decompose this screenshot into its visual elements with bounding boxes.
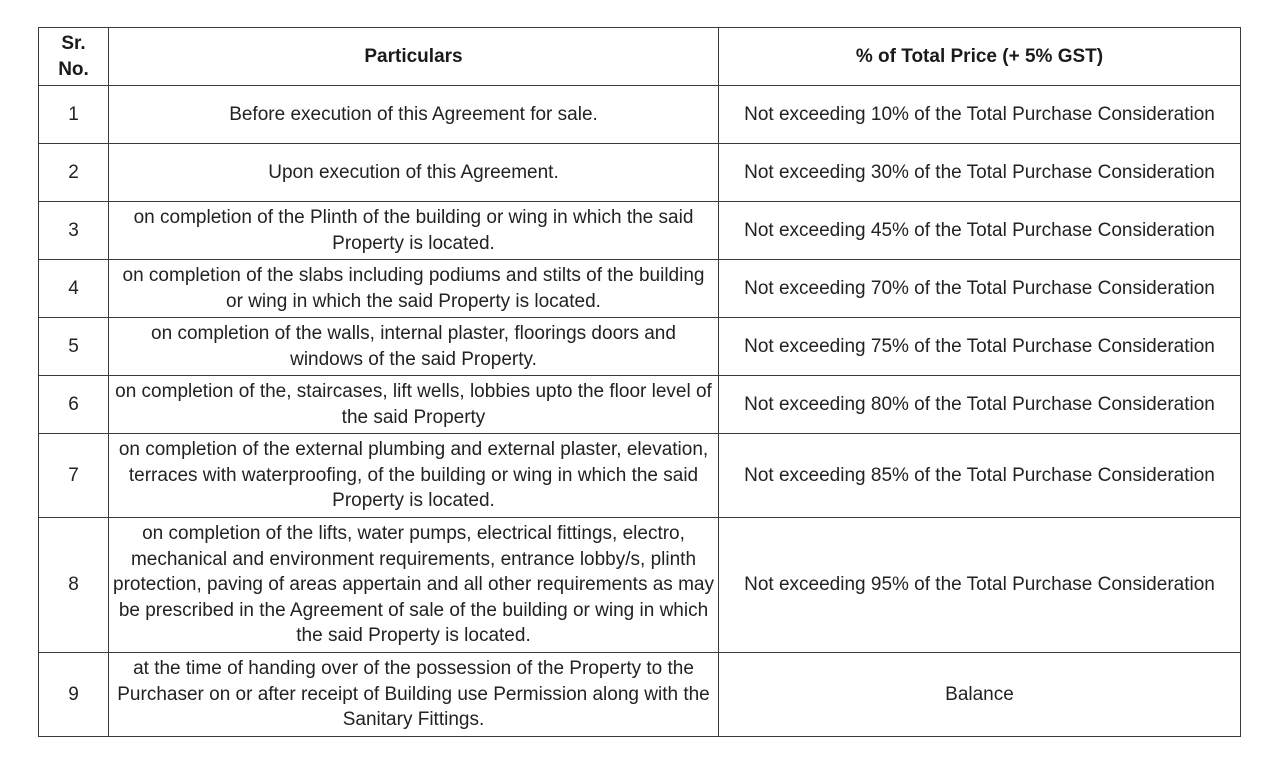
- cell-sr-no: 2: [39, 144, 109, 202]
- cell-sr-no: 1: [39, 86, 109, 144]
- cell-particulars: on completion of the walls, internal plaster, floorings doors and windows of the said Property.: [109, 318, 719, 376]
- cell-particulars: Upon execution of this Agreement.: [109, 144, 719, 202]
- cell-particulars: on completion of the slabs including podiums and stilts of the building or wing in which the said Property is located.: [109, 260, 719, 318]
- cell-price: Not exceeding 95% of the Total Purchase Consideration: [719, 518, 1241, 653]
- cell-price: Not exceeding 75% of the Total Purchase Consideration: [719, 318, 1241, 376]
- header-sr-no: Sr. No.: [39, 28, 109, 86]
- cell-particulars: on completion of the lifts, water pumps, electrical fittings, electro, mechanical and environment requirements, entrance lobby/s, plinth protection, paving of areas appertain and all other requirements as may be prescribed in the Agreement of sale of the building or wing in which the said Property is located.: [109, 518, 719, 653]
- cell-price: Not exceeding 80% of the Total Purchase Consideration: [719, 376, 1241, 434]
- cell-sr-no: 6: [39, 376, 109, 434]
- table-row: [39, 144, 1241, 202]
- cell-price: Not exceeding 30% of the Total Purchase Consideration: [719, 144, 1241, 202]
- table-header-row: [39, 28, 1241, 86]
- cell-price: Not exceeding 85% of the Total Purchase Consideration: [719, 434, 1241, 518]
- cell-particulars: Before execution of this Agreement for sale.: [109, 86, 719, 144]
- cell-particulars: on completion of the Plinth of the building or wing in which the said Property is located.: [109, 202, 719, 260]
- cell-sr-no: 9: [39, 653, 109, 737]
- cell-sr-no: 5: [39, 318, 109, 376]
- table-row: [39, 86, 1241, 144]
- cell-particulars: on completion of the external plumbing and external plaster, elevation, terraces with waterproofing, of the building or wing in which the said Property is located.: [109, 434, 719, 518]
- cell-price: Not exceeding 45% of the Total Purchase Consideration: [719, 202, 1241, 260]
- header-particulars: Particulars: [109, 28, 719, 86]
- header-price: % of Total Price (+ 5% GST): [719, 28, 1241, 86]
- cell-sr-no: 7: [39, 434, 109, 518]
- cell-price: Not exceeding 70% of the Total Purchase Consideration: [719, 260, 1241, 318]
- cell-price: Not exceeding 10% of the Total Purchase Consideration: [719, 86, 1241, 144]
- cell-price: Balance: [719, 653, 1241, 737]
- table-row: [39, 434, 1241, 518]
- table-row: [39, 318, 1241, 376]
- table-row: [39, 260, 1241, 318]
- cell-sr-no: 4: [39, 260, 109, 318]
- cell-particulars: at the time of handing over of the possession of the Property to the Purchaser on or after receipt of Building use Permission along with the Sanitary Fittings.: [109, 653, 719, 737]
- cell-sr-no: 8: [39, 518, 109, 653]
- table-row: [39, 653, 1241, 737]
- table-row: [39, 376, 1241, 434]
- cell-sr-no: 3: [39, 202, 109, 260]
- table-row: [39, 202, 1241, 260]
- table-row: [39, 518, 1241, 653]
- payment-schedule-table: [38, 27, 1241, 737]
- cell-particulars: on completion of the, staircases, lift wells, lobbies upto the floor level of the said Property: [109, 376, 719, 434]
